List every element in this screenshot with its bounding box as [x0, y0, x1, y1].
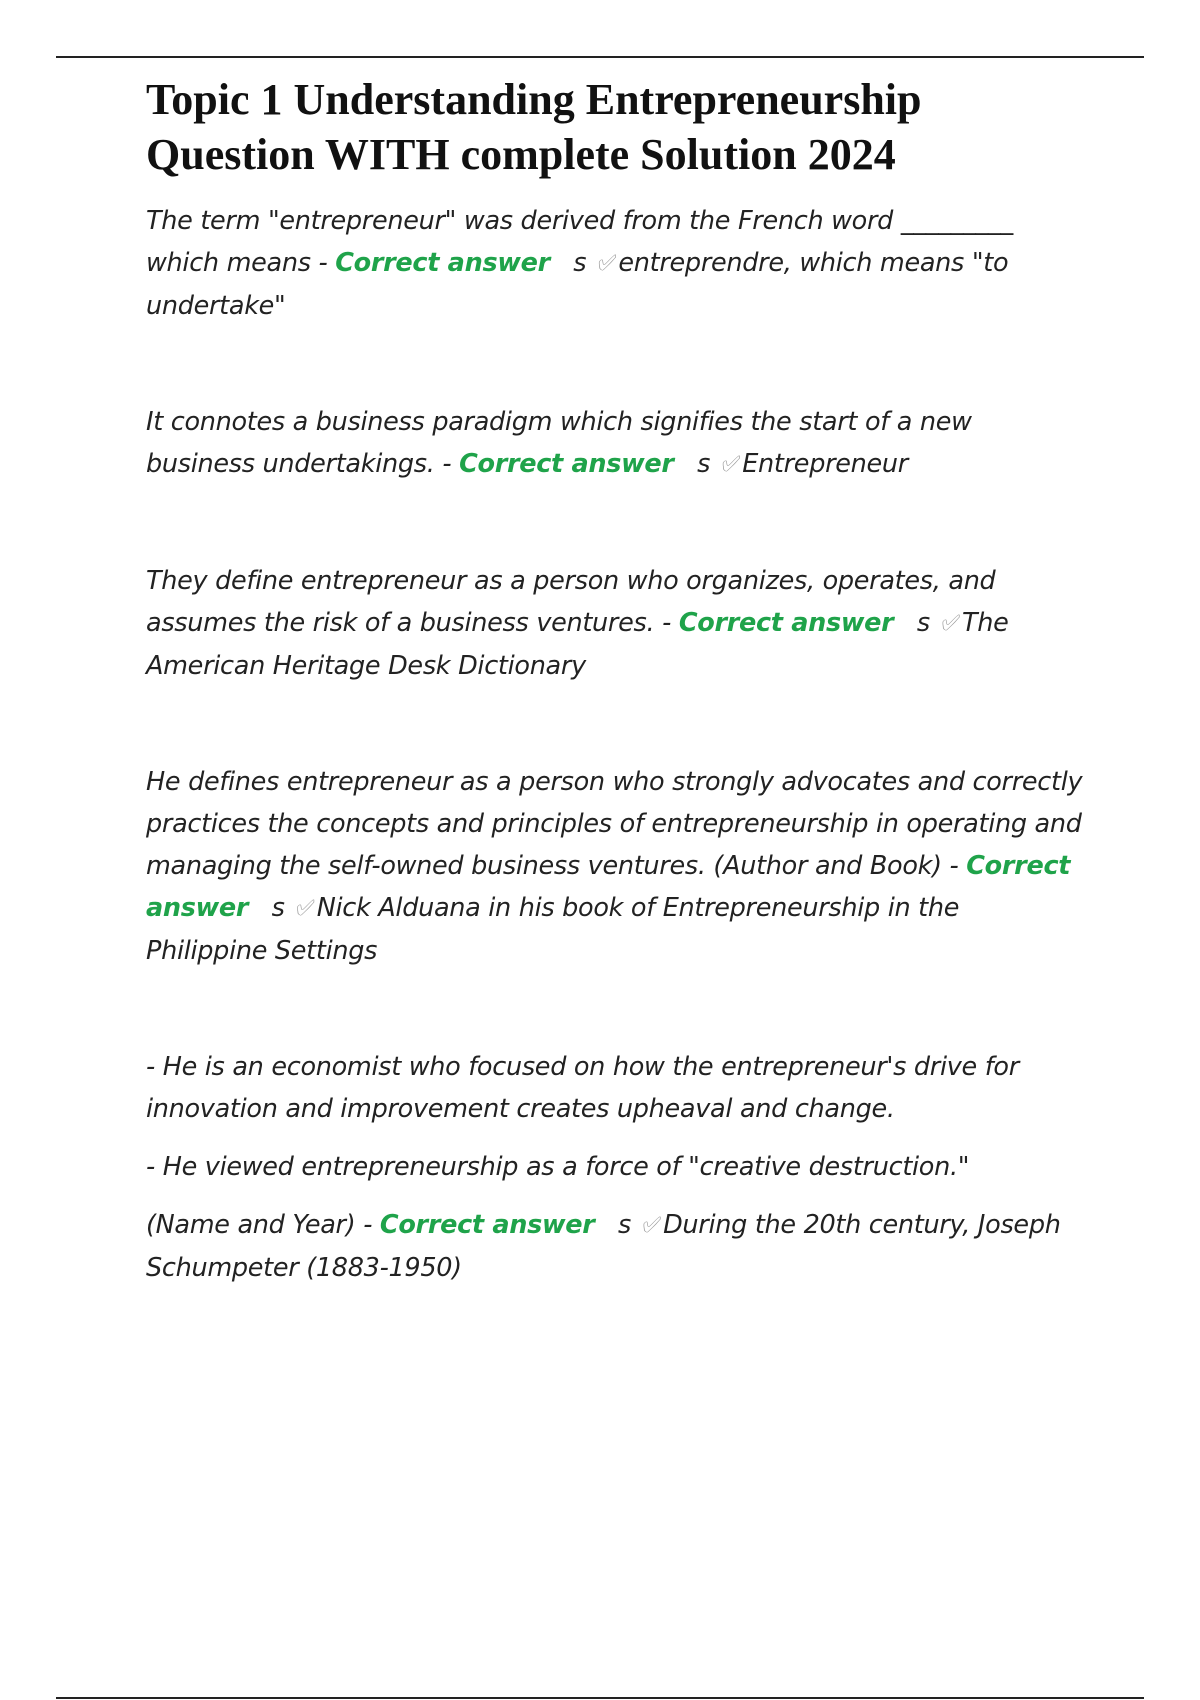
answer-suffix: s [617, 1210, 631, 1240]
correct-answer-label: Correct answer [379, 1210, 595, 1240]
answer-suffix: s [271, 893, 285, 923]
answer-text: entreprendre, which means "to undertake" [146, 248, 1009, 321]
qa-item-4: He defines entrepreneur as a person who strongly advocates and correctly practices the concepts and principles of entrepreneurship in operating and managing the self-owned business ventures. (Author and Book) - Correct answer s ✅︎Nick Alduana in his book of Entrepreneurship in the Philippine Settings [146, 767, 1083, 966]
document-content [146, 72, 1086, 1305]
check-circle-icon: ✅︎ [642, 1213, 662, 1238]
answer-text: Nick Alduana in his book of Entrepreneurship in the Philippine Settings [146, 893, 960, 966]
question-text: They define entrepreneur as a person who organizes, operates, and assumes the risk of a business ventures. [146, 566, 996, 638]
question-text: He defines entrepreneur as a person who strongly advocates and correctly practices the concepts and principles of entrepreneurship in operating and managing the self-owned business ventures. (Author and Book) [146, 767, 1083, 881]
correct-answer-label: Correct answer [678, 608, 894, 638]
answer-text: During the 20th century, Joseph Schumpeter (1883-1950) [146, 1210, 1061, 1283]
qa-item-2: It connotes a business paradigm which signifies the start of a new business undertakings. - Correct answer s ✅︎Entrepreneur [146, 401, 1086, 486]
qa-item-1: The term "entrepreneur" was derived from the French word _________ which means - Correct answer s ✅︎entreprendre, which means "to undertake" [146, 206, 1013, 321]
qa-item-3: They define entrepreneur as a person who organizes, operates, and assumes the risk of a business ventures. - Correct answer s ✅︎The American Heritage Desk Dictionary [146, 566, 1009, 681]
question-line-1: - He is an economist who focused on how the entrepreneur's drive for innovation and improvement creates upheaval and change. [146, 1052, 1019, 1124]
question-text: It connotes a business paradigm which signifies the start of a new business undertakings. [146, 407, 972, 479]
check-circle-icon: ✅︎ [598, 251, 617, 276]
qa-item-5 [146, 1046, 1086, 1289]
answer-text: Entrepreneur [742, 449, 908, 479]
check-circle-icon: ✅︎ [296, 896, 315, 921]
question-text: The term "entrepreneur" was derived from the French word _________ which means [146, 206, 1013, 278]
correct-answer-label: Correct answer [146, 851, 1071, 923]
answer-suffix: s [697, 449, 711, 479]
correct-answer-label: Correct answer [459, 449, 674, 479]
check-circle-icon: ✅︎ [721, 452, 741, 477]
answer-text: The American Heritage Desk Dictionary [146, 608, 1009, 681]
document-title: Topic 1 Understanding Entrepreneurship Question WITH complete Solution 2024 [146, 75, 922, 179]
correct-answer-label: Correct answer [335, 248, 550, 278]
question-line-2: - He viewed entrepreneurship as a force of "creative destruction." [146, 1152, 970, 1182]
check-circle-icon: ✅︎ [941, 611, 960, 636]
question-text: (Name and Year) [146, 1210, 356, 1240]
question-line-3: (Name and Year) - Correct answer s ✅︎During the 20th century, Joseph Schumpeter (1883-1950) [146, 1204, 1086, 1289]
answer-suffix: s [573, 248, 587, 278]
top-rule [56, 56, 1144, 58]
bottom-rule [56, 1697, 1144, 1699]
answer-suffix: s [916, 608, 930, 638]
